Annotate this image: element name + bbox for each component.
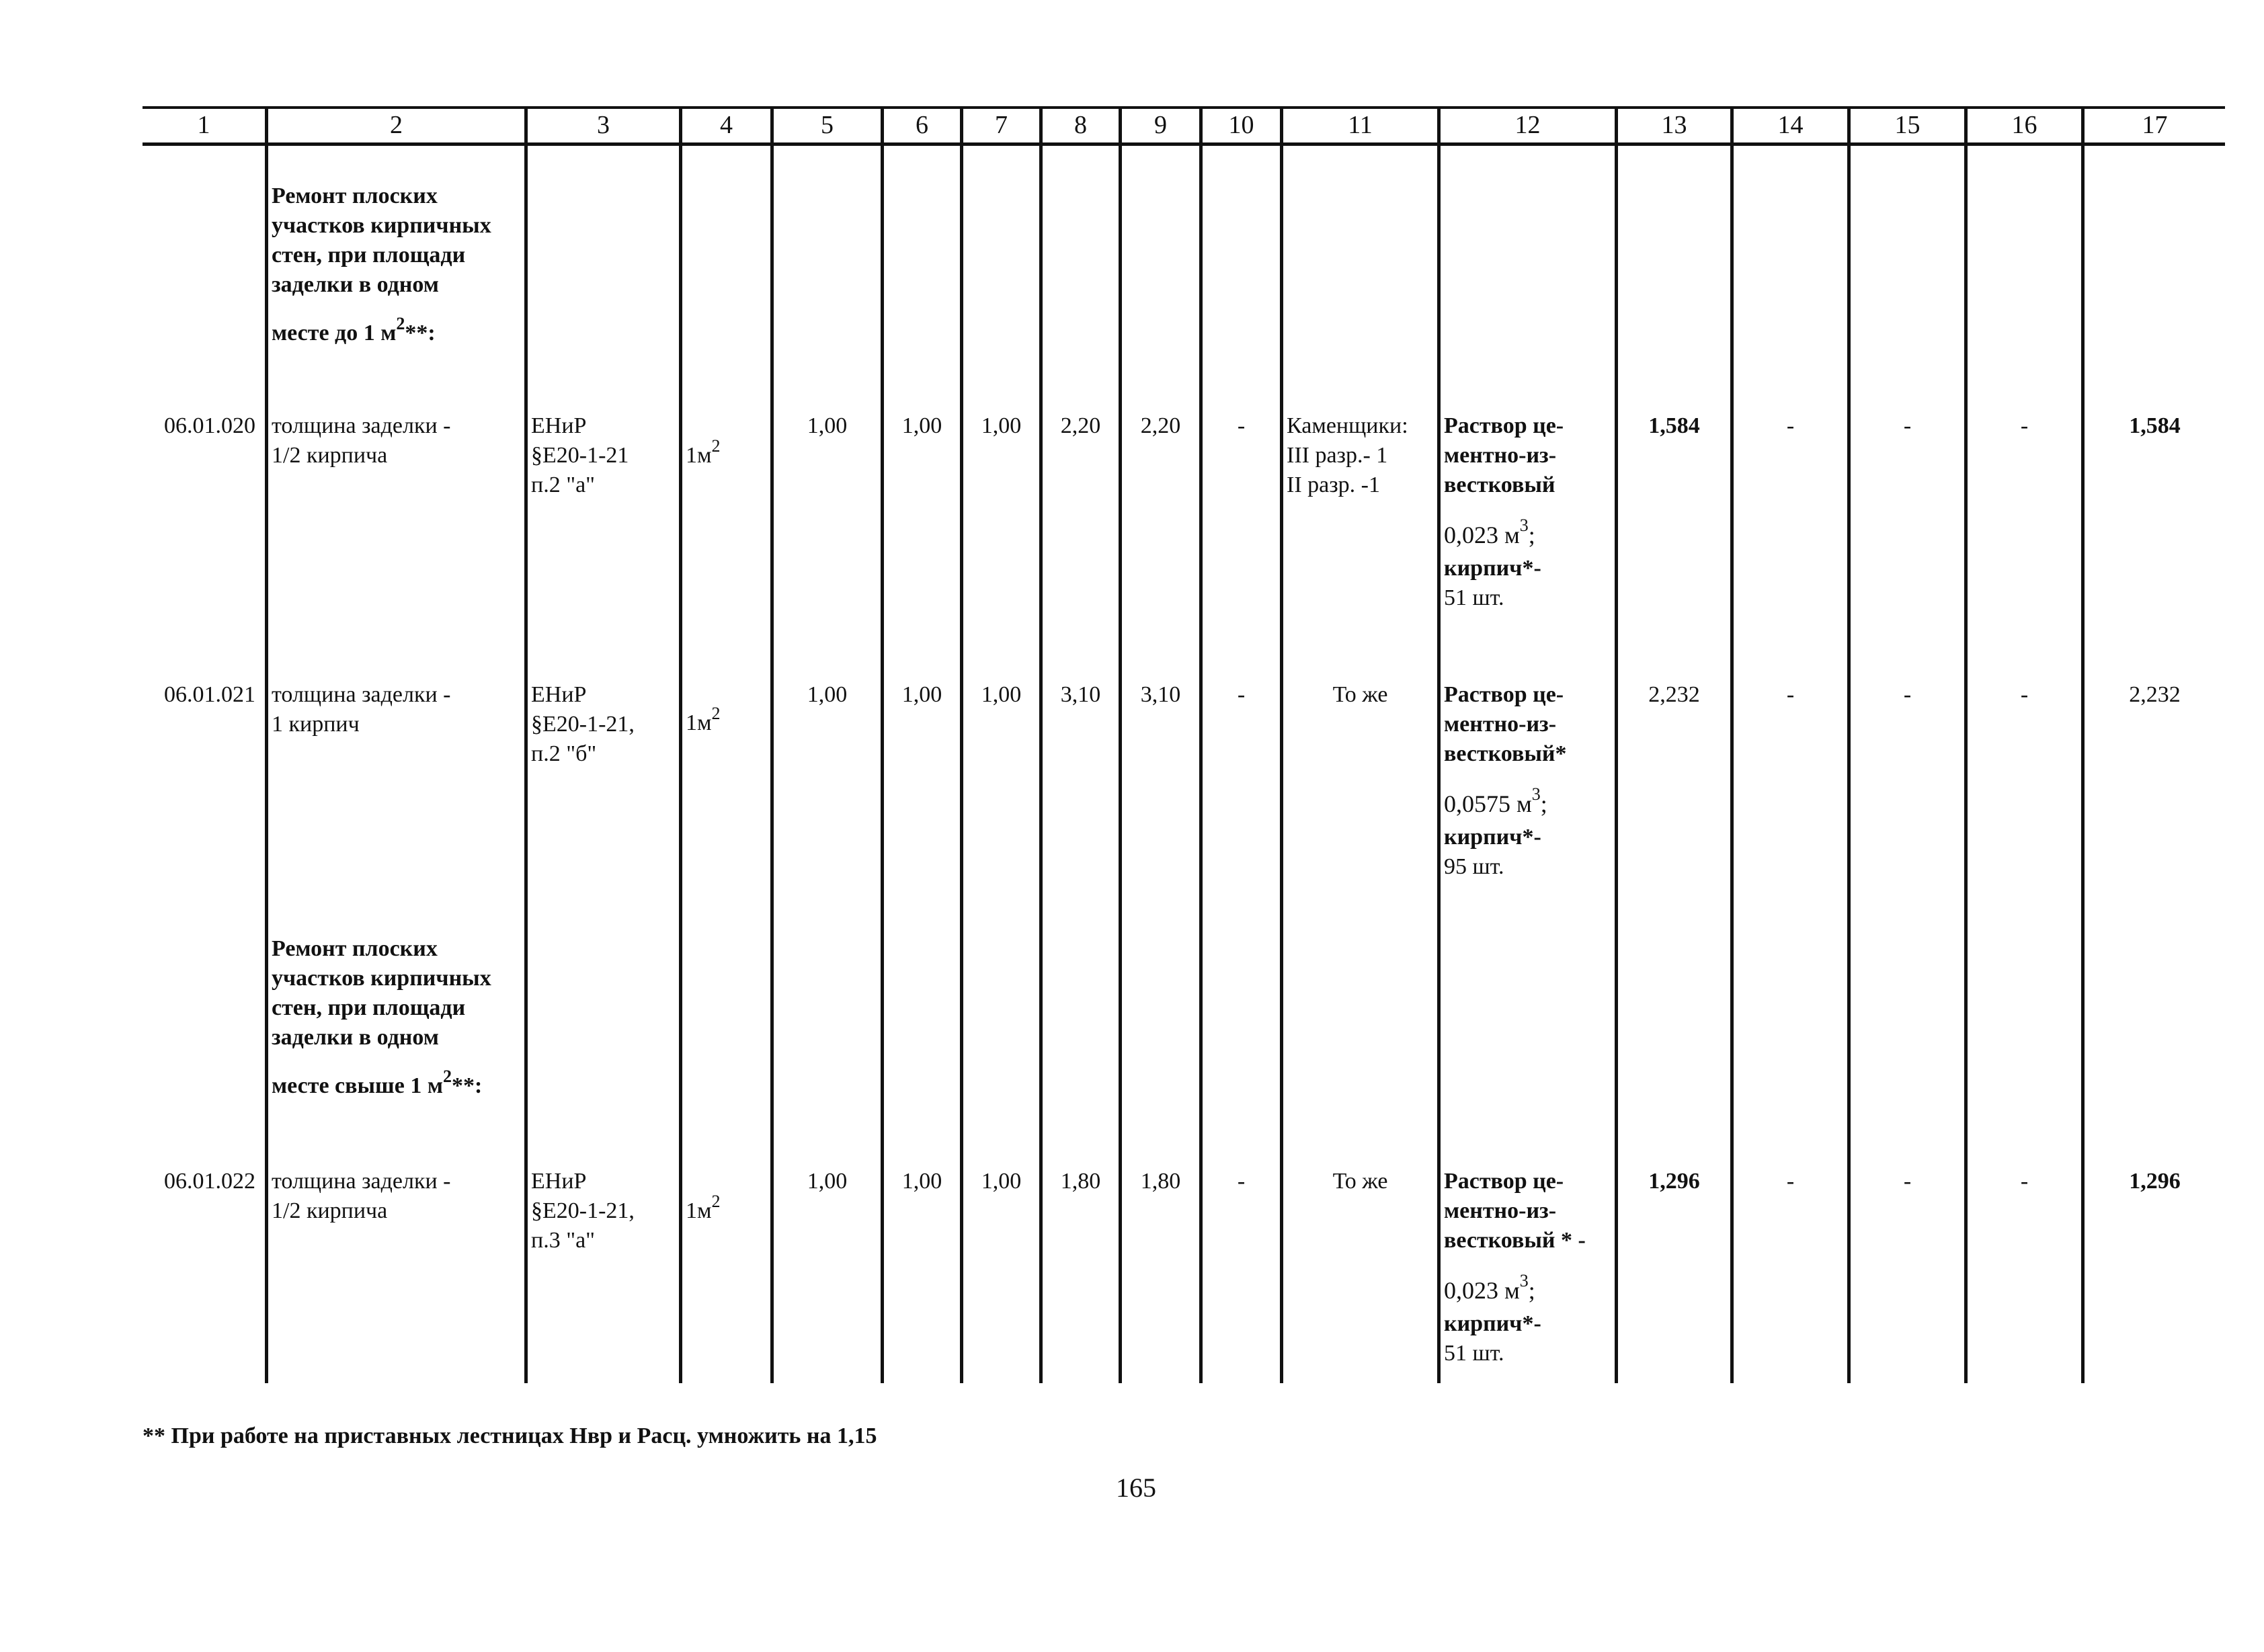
column-header: 7 bbox=[995, 111, 1008, 139]
column-header: 13 bbox=[1661, 111, 1687, 139]
row-cell: - bbox=[1237, 1169, 1246, 1194]
page-number: 165 bbox=[1116, 1473, 1156, 1503]
row-norm-reference: ЕНиР §Е20-1-21, п.2 "б" bbox=[531, 682, 635, 766]
column-header: 14 bbox=[1777, 111, 1804, 139]
group-heading: Ремонт плоских участков кирпичных стен, при площади заделки в одном месте до 1 $м^2**$: bbox=[272, 183, 491, 345]
row-cell: 1,584 bbox=[2129, 413, 2181, 438]
column-divider bbox=[265, 106, 268, 1383]
row-cell: - bbox=[1786, 682, 1795, 707]
column-header: 6 bbox=[916, 111, 928, 139]
row-materials: Раствор це- ментно-из- вестковый 0,023 $м^3$; кирпич*- 51 шт. bbox=[1444, 413, 1564, 610]
row-cell: 1,80 bbox=[1060, 1169, 1101, 1194]
column-header: 8 bbox=[1074, 111, 1087, 139]
row-unit: $1м^2$ bbox=[686, 704, 721, 735]
column-header: 4 bbox=[720, 111, 733, 139]
row-cell: 3,10 bbox=[1060, 682, 1101, 707]
footnote: ** При работе на приставных лестницах Нвр и Расц. умножить на 1,15 bbox=[143, 1423, 877, 1448]
row-code: 06.01.020 bbox=[164, 413, 255, 438]
row-workers: Каменщики: III разр.- 1 II разр. -1 bbox=[1287, 413, 1408, 497]
header-bottom-rule bbox=[143, 142, 2225, 146]
row-cell: - bbox=[1903, 413, 1912, 438]
row-workers: То же bbox=[1332, 682, 1388, 707]
row-code: 06.01.021 bbox=[164, 682, 255, 707]
row-cell: - bbox=[1903, 1169, 1912, 1194]
column-header: 11 bbox=[1348, 111, 1373, 139]
column-divider bbox=[524, 106, 528, 1383]
row-cell: - bbox=[2020, 1169, 2029, 1194]
row-cell: 1,296 bbox=[1648, 1169, 1700, 1194]
row-cell: 1,00 bbox=[901, 682, 942, 707]
row-unit: $1м^2$ bbox=[686, 1192, 721, 1223]
row-cell: 1,00 bbox=[807, 1169, 848, 1194]
row-cell: 1,296 bbox=[2129, 1169, 2181, 1194]
column-divider bbox=[1437, 106, 1441, 1383]
row-cell: 2,232 bbox=[1648, 682, 1700, 707]
column-header: 5 bbox=[821, 111, 834, 139]
row-materials: Раствор це- ментно-из- вестковый* 0,0575 $м^3$; кирпич*- 95 шт. bbox=[1444, 682, 1567, 879]
row-cell: - bbox=[2020, 682, 2029, 707]
row-norm-reference: ЕНиР §Е20-1-21 п.2 "а" bbox=[531, 413, 629, 497]
row-description: толщина заделки - 1/2 кирпича bbox=[272, 413, 451, 468]
column-header: 1 bbox=[197, 111, 210, 139]
column-header: 2 bbox=[390, 111, 403, 139]
row-cell: 2,20 bbox=[1140, 413, 1181, 438]
row-cell: 3,10 bbox=[1140, 682, 1181, 707]
row-cell: - bbox=[1237, 682, 1246, 707]
row-cell: - bbox=[1786, 1169, 1795, 1194]
group-heading: Ремонт плоских участков кирпичных стен, при площади заделки в одном месте свыше 1 $м^2**$: bbox=[272, 936, 491, 1098]
row-cell: 2,20 bbox=[1060, 413, 1101, 438]
row-cell: 1,00 bbox=[901, 1169, 942, 1194]
row-workers: То же bbox=[1332, 1169, 1388, 1194]
column-header: 17 bbox=[2142, 111, 2168, 139]
row-code: 06.01.022 bbox=[164, 1169, 255, 1194]
table-top-rule bbox=[143, 106, 2225, 109]
row-cell: - bbox=[1786, 413, 1795, 438]
row-unit: $1м^2$ bbox=[686, 436, 721, 468]
row-cell: 1,00 bbox=[981, 1169, 1022, 1194]
column-header: 16 bbox=[2011, 111, 2037, 139]
row-cell: 1,00 bbox=[807, 682, 848, 707]
column-header: 12 bbox=[1514, 111, 1541, 139]
row-description: толщина заделки - 1 кирпич bbox=[272, 682, 451, 737]
column-divider bbox=[679, 106, 682, 1383]
row-materials: Раствор це- ментно-из- вестковый * - 0,023 $м^3$; кирпич*- 51 шт. bbox=[1444, 1169, 1586, 1366]
row-cell: - bbox=[2020, 413, 2029, 438]
row-cell: 2,232 bbox=[2129, 682, 2181, 707]
row-norm-reference: ЕНиР §Е20-1-21, п.3 "а" bbox=[531, 1169, 635, 1253]
column-header: 3 bbox=[597, 111, 610, 139]
row-cell: - bbox=[1903, 682, 1912, 707]
row-cell: 1,00 bbox=[981, 413, 1022, 438]
row-cell: 1,00 bbox=[807, 413, 848, 438]
column-header: 15 bbox=[1894, 111, 1921, 139]
row-cell: 1,584 bbox=[1648, 413, 1700, 438]
column-header: 10 bbox=[1228, 111, 1254, 139]
row-description: толщина заделки - 1/2 кирпича bbox=[272, 1169, 451, 1223]
row-cell: - bbox=[1237, 413, 1246, 438]
row-cell: 1,00 bbox=[981, 682, 1022, 707]
row-cell: 1,00 bbox=[901, 413, 942, 438]
row-cell: 1,80 bbox=[1140, 1169, 1181, 1194]
column-header: 9 bbox=[1154, 111, 1167, 139]
